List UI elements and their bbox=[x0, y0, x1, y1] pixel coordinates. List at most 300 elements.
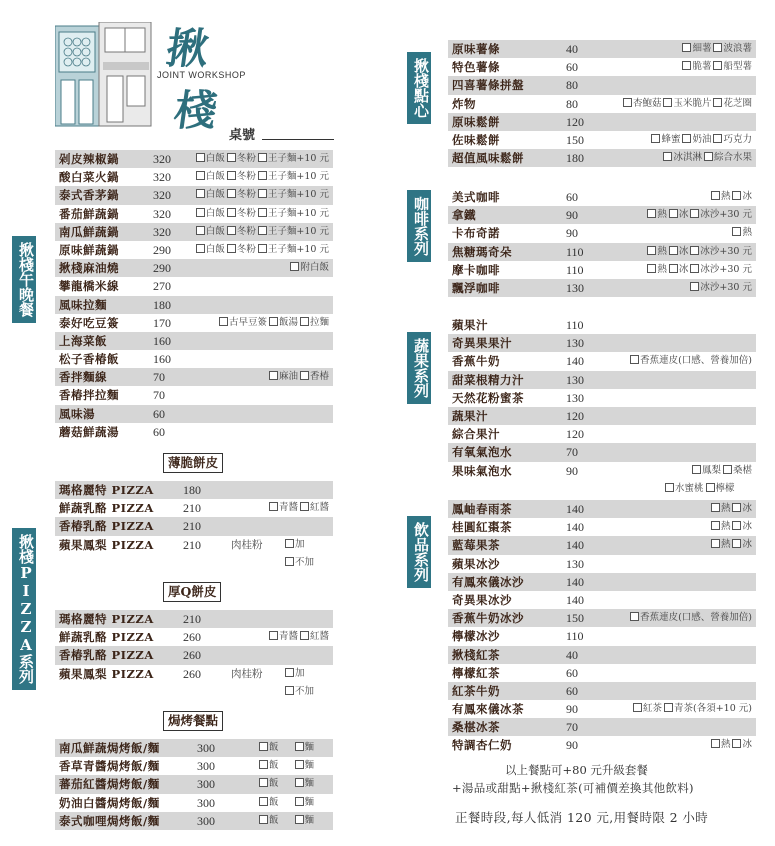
item-price: 70 bbox=[566, 720, 578, 735]
option[interactable] bbox=[285, 668, 305, 679]
option-label: 細薯 bbox=[692, 43, 712, 54]
option[interactable] bbox=[227, 153, 256, 164]
baked-heading: 焗烤餐點 bbox=[163, 711, 223, 731]
item-name: 四喜薯條拼盤 bbox=[452, 78, 524, 93]
option[interactable] bbox=[669, 209, 689, 220]
option[interactable] bbox=[630, 612, 752, 623]
item-price: 210 bbox=[183, 612, 201, 626]
option[interactable] bbox=[285, 539, 305, 550]
checkbox[interactable] bbox=[259, 778, 268, 787]
option[interactable] bbox=[300, 502, 329, 513]
item-price: 80 bbox=[566, 96, 578, 111]
option[interactable] bbox=[732, 539, 752, 550]
checkbox[interactable] bbox=[259, 760, 268, 769]
checkbox[interactable] bbox=[664, 703, 673, 712]
checkbox[interactable] bbox=[704, 152, 713, 161]
option-label: 拉麵 bbox=[309, 316, 329, 328]
drink-menu-list bbox=[448, 500, 756, 755]
option-label: 不加 bbox=[295, 685, 315, 697]
option-label: 冰沙+30 元 bbox=[700, 245, 752, 257]
option[interactable] bbox=[711, 521, 731, 532]
checkbox[interactable] bbox=[732, 739, 741, 748]
item-name: 攀龍橋米線 bbox=[59, 279, 119, 294]
checkbox[interactable] bbox=[285, 539, 294, 548]
option[interactable] bbox=[713, 98, 752, 109]
option-label: 紅茶 bbox=[643, 703, 663, 715]
item-price: 130 bbox=[566, 336, 584, 351]
option[interactable] bbox=[285, 557, 314, 568]
checkbox[interactable] bbox=[269, 371, 278, 380]
checkbox[interactable] bbox=[690, 264, 699, 273]
extra-label: 肉桂粉 bbox=[231, 667, 263, 680]
checkbox[interactable] bbox=[295, 742, 304, 751]
option[interactable] bbox=[269, 371, 298, 382]
menu-row bbox=[55, 386, 333, 404]
item-name: 揪棧麻油燒 bbox=[59, 261, 119, 276]
option[interactable] bbox=[196, 226, 225, 237]
option[interactable] bbox=[258, 171, 329, 182]
checkbox[interactable] bbox=[196, 153, 205, 162]
option-label: 麵 bbox=[304, 814, 315, 826]
snack-menu-list bbox=[448, 40, 756, 167]
checkbox[interactable] bbox=[630, 355, 639, 364]
checkbox[interactable] bbox=[258, 208, 267, 217]
noodle-option[interactable] bbox=[295, 797, 315, 808]
menu-row bbox=[448, 407, 756, 425]
option[interactable] bbox=[227, 226, 256, 237]
option[interactable] bbox=[732, 521, 752, 532]
options bbox=[194, 223, 329, 241]
checkbox[interactable] bbox=[713, 43, 722, 52]
checkbox[interactable] bbox=[623, 98, 632, 107]
item-price: 110 bbox=[566, 262, 584, 277]
item-price: 60 bbox=[566, 60, 578, 75]
rice-option[interactable] bbox=[259, 742, 279, 753]
option[interactable] bbox=[713, 61, 752, 72]
item-name: 香蕉牛奶冰沙 bbox=[452, 611, 524, 626]
item-price: 290 bbox=[153, 261, 171, 276]
option-label: 飯 bbox=[269, 760, 279, 772]
option[interactable] bbox=[227, 208, 256, 219]
checkbox[interactable] bbox=[663, 152, 672, 161]
checkbox[interactable] bbox=[682, 43, 691, 52]
item-price: 300 bbox=[197, 741, 215, 755]
option[interactable] bbox=[704, 152, 752, 163]
menu-row bbox=[55, 296, 333, 314]
item-name: 揪棧紅茶 bbox=[452, 647, 500, 662]
option-label: 熱 bbox=[720, 521, 731, 533]
checkbox[interactable] bbox=[258, 226, 267, 235]
checkbox[interactable] bbox=[711, 539, 720, 548]
option-label: 飯湯 bbox=[278, 316, 298, 328]
options bbox=[649, 131, 752, 149]
checkbox[interactable] bbox=[692, 465, 701, 474]
checkbox[interactable] bbox=[669, 209, 678, 218]
item-price: 320 bbox=[153, 152, 171, 166]
item-name: 檸檬紅茶 bbox=[452, 665, 500, 680]
menu-row bbox=[448, 462, 756, 480]
menu-row bbox=[448, 609, 756, 627]
table-number-field[interactable] bbox=[262, 139, 334, 140]
checkbox[interactable] bbox=[732, 191, 741, 200]
menu-row bbox=[55, 757, 333, 775]
checkbox[interactable] bbox=[196, 208, 205, 217]
options bbox=[645, 206, 752, 224]
checkbox[interactable] bbox=[196, 171, 205, 180]
checkbox[interactable] bbox=[285, 686, 294, 695]
option-label: 青醬 bbox=[278, 631, 298, 643]
checkbox[interactable] bbox=[259, 797, 268, 806]
option[interactable] bbox=[711, 739, 731, 750]
rice-option[interactable] bbox=[259, 760, 279, 771]
checkbox[interactable] bbox=[711, 521, 720, 530]
checkbox[interactable] bbox=[682, 134, 691, 143]
checkbox[interactable] bbox=[196, 226, 205, 235]
menu-row bbox=[55, 368, 333, 386]
checkbox[interactable] bbox=[196, 244, 205, 253]
option-label: 冰 bbox=[742, 503, 752, 514]
checkbox[interactable] bbox=[690, 209, 699, 218]
checkbox[interactable] bbox=[227, 171, 236, 180]
option[interactable] bbox=[623, 98, 662, 109]
checkbox[interactable] bbox=[690, 246, 699, 255]
checkbox[interactable] bbox=[227, 153, 236, 162]
menu-row bbox=[55, 646, 333, 664]
checkbox[interactable] bbox=[269, 502, 278, 511]
option-label: 脆薯 bbox=[692, 61, 712, 73]
option[interactable] bbox=[711, 503, 731, 514]
option[interactable] bbox=[300, 631, 329, 642]
checkbox[interactable] bbox=[711, 191, 720, 200]
checkbox[interactable] bbox=[227, 208, 236, 217]
option[interactable] bbox=[692, 465, 721, 476]
item-name: 蕃茄紅醬焗烤飯/麵 bbox=[59, 777, 160, 792]
option[interactable] bbox=[196, 189, 225, 200]
option[interactable] bbox=[682, 61, 711, 72]
menu-row bbox=[448, 334, 756, 352]
item-name: 上海菜飯 bbox=[59, 333, 107, 348]
checkbox[interactable] bbox=[732, 227, 741, 236]
menu-row bbox=[448, 443, 756, 461]
item-price: 60 bbox=[153, 406, 165, 421]
menu-row bbox=[55, 314, 333, 332]
option[interactable] bbox=[647, 209, 667, 220]
checkbox[interactable] bbox=[285, 668, 294, 677]
menu-row bbox=[448, 389, 756, 407]
option[interactable] bbox=[669, 246, 689, 257]
checkbox[interactable] bbox=[290, 262, 299, 271]
item-name: 泰式香茅鍋 bbox=[59, 188, 119, 203]
menu-row bbox=[448, 480, 756, 498]
noodle-option[interactable] bbox=[295, 760, 315, 771]
checkbox[interactable] bbox=[630, 612, 639, 621]
checkbox[interactable] bbox=[300, 631, 309, 640]
checkbox[interactable] bbox=[682, 61, 691, 70]
option[interactable] bbox=[651, 134, 680, 145]
options bbox=[257, 812, 314, 830]
rice-option[interactable] bbox=[259, 815, 279, 826]
checkbox[interactable] bbox=[669, 264, 678, 273]
menu-row bbox=[448, 555, 756, 573]
option[interactable] bbox=[690, 209, 752, 220]
checkbox[interactable] bbox=[295, 815, 304, 824]
checkbox[interactable] bbox=[300, 371, 309, 380]
option[interactable] bbox=[732, 739, 752, 750]
option[interactable] bbox=[732, 191, 752, 202]
option[interactable] bbox=[711, 191, 731, 202]
item-price: 290 bbox=[153, 242, 171, 257]
item-name: 蘋果汁 bbox=[452, 318, 488, 332]
checkbox[interactable] bbox=[732, 539, 741, 548]
option-label: 王子麵+10 元 bbox=[267, 189, 329, 201]
options bbox=[645, 243, 752, 261]
options bbox=[257, 739, 314, 757]
option[interactable] bbox=[706, 483, 735, 494]
checkbox[interactable] bbox=[227, 244, 236, 253]
section-label-pizza: 揪棧PIZZA系列 bbox=[12, 528, 36, 690]
option-label: 蜂蜜 bbox=[661, 133, 681, 145]
options bbox=[283, 665, 305, 683]
item-name: 風味湯 bbox=[59, 406, 95, 421]
option[interactable] bbox=[732, 227, 752, 238]
checkbox[interactable] bbox=[258, 244, 267, 253]
item-name: 風味拉麵 bbox=[59, 297, 107, 312]
checkbox[interactable] bbox=[295, 778, 304, 787]
checkbox[interactable] bbox=[647, 264, 656, 273]
option-label: 奶油 bbox=[692, 133, 712, 145]
checkbox[interactable] bbox=[227, 226, 236, 235]
checkbox[interactable] bbox=[300, 502, 309, 511]
checkbox[interactable] bbox=[227, 189, 236, 198]
checkbox[interactable] bbox=[219, 317, 228, 326]
checkbox[interactable] bbox=[706, 483, 715, 492]
menu-row bbox=[55, 350, 333, 368]
options bbox=[217, 314, 329, 332]
item-name: 檸檬冰沙 bbox=[452, 629, 500, 644]
option[interactable] bbox=[663, 98, 711, 109]
menu-row bbox=[448, 224, 756, 242]
item-price: 110 bbox=[566, 318, 584, 332]
checkbox[interactable] bbox=[713, 61, 722, 70]
option[interactable] bbox=[300, 371, 329, 382]
options bbox=[194, 205, 329, 223]
option[interactable] bbox=[269, 317, 298, 328]
option[interactable] bbox=[269, 631, 298, 642]
option-label: 麻油 bbox=[278, 371, 298, 383]
checkbox[interactable] bbox=[711, 739, 720, 748]
checkbox[interactable] bbox=[259, 815, 268, 824]
menu-row bbox=[448, 58, 756, 76]
checkbox[interactable] bbox=[300, 317, 309, 326]
checkbox[interactable] bbox=[258, 189, 267, 198]
option-label: 冰 bbox=[742, 191, 752, 202]
option[interactable] bbox=[713, 43, 752, 54]
item-price: 90 bbox=[566, 226, 578, 241]
option-label: 玉米脆片 bbox=[673, 97, 712, 109]
checkbox[interactable] bbox=[285, 557, 294, 566]
options bbox=[709, 536, 752, 554]
option[interactable] bbox=[630, 355, 752, 366]
item-price: 70 bbox=[153, 388, 165, 403]
checkbox[interactable] bbox=[269, 317, 278, 326]
noodle-option[interactable] bbox=[295, 742, 315, 753]
menu-row bbox=[448, 718, 756, 736]
checkbox[interactable] bbox=[647, 246, 656, 255]
option-label: 白飯 bbox=[205, 207, 225, 219]
option[interactable] bbox=[690, 282, 752, 293]
item-price: 110 bbox=[566, 629, 584, 644]
item-price: 320 bbox=[153, 170, 171, 185]
option[interactable] bbox=[219, 317, 267, 328]
checkbox[interactable] bbox=[196, 189, 205, 198]
options bbox=[194, 150, 329, 168]
option[interactable] bbox=[690, 264, 752, 275]
menu-row bbox=[55, 423, 333, 441]
option[interactable] bbox=[664, 703, 752, 714]
options bbox=[680, 58, 752, 76]
options bbox=[709, 518, 752, 536]
option-label: 冬粉 bbox=[236, 243, 256, 255]
checkbox[interactable] bbox=[663, 98, 672, 107]
menu-row bbox=[55, 812, 333, 830]
option[interactable] bbox=[258, 244, 329, 255]
checkbox[interactable] bbox=[633, 703, 642, 712]
option[interactable] bbox=[285, 686, 314, 697]
item-price: 170 bbox=[153, 315, 171, 330]
option[interactable] bbox=[258, 189, 329, 200]
option[interactable] bbox=[227, 189, 256, 200]
item-name: 蔬果汁 bbox=[452, 408, 488, 423]
option[interactable] bbox=[665, 483, 704, 494]
item-name: 超值風味鬆餅 bbox=[452, 151, 524, 166]
checkbox[interactable] bbox=[258, 153, 267, 162]
option-label: 冰沙+30 元 bbox=[700, 263, 752, 275]
dinner-menu-list bbox=[55, 150, 333, 441]
options bbox=[283, 554, 314, 572]
option[interactable] bbox=[258, 208, 329, 219]
option[interactable] bbox=[647, 264, 667, 275]
menu-row bbox=[448, 279, 756, 297]
checkbox[interactable] bbox=[258, 171, 267, 180]
option-label: 王子麵+10 元 bbox=[267, 207, 329, 219]
item-name: 美式咖啡 bbox=[452, 190, 500, 204]
checkbox[interactable] bbox=[711, 503, 720, 512]
checkbox[interactable] bbox=[713, 98, 722, 107]
option-label: 熱 bbox=[742, 227, 752, 239]
noodle-option[interactable] bbox=[295, 815, 315, 826]
options bbox=[628, 609, 752, 627]
checkbox[interactable] bbox=[732, 503, 741, 512]
option-label: 王子麵+10 元 bbox=[267, 225, 329, 237]
options bbox=[709, 736, 752, 754]
checkbox[interactable] bbox=[690, 282, 699, 291]
option[interactable] bbox=[663, 152, 702, 163]
option[interactable] bbox=[227, 244, 256, 255]
option[interactable] bbox=[633, 703, 662, 714]
checkbox[interactable] bbox=[651, 134, 660, 143]
option[interactable] bbox=[723, 465, 752, 476]
option[interactable] bbox=[227, 171, 256, 182]
option-label: 不加 bbox=[295, 556, 315, 568]
item-name: 奶油白醬焗烤飯/麵 bbox=[59, 795, 160, 810]
checkbox[interactable] bbox=[647, 209, 656, 218]
option[interactable] bbox=[290, 262, 329, 273]
option[interactable] bbox=[269, 502, 298, 513]
option-label: 巧克力 bbox=[723, 133, 752, 145]
options bbox=[690, 462, 752, 480]
item-price: 90 bbox=[566, 208, 578, 223]
option[interactable] bbox=[690, 246, 752, 257]
option[interactable] bbox=[711, 539, 731, 550]
option[interactable] bbox=[258, 153, 329, 164]
checkbox[interactable] bbox=[669, 246, 678, 255]
option[interactable] bbox=[258, 226, 329, 237]
item-name: 摩卡咖啡 bbox=[452, 262, 500, 277]
item-price: 210 bbox=[183, 501, 201, 516]
checkbox[interactable] bbox=[295, 760, 304, 769]
menu-row bbox=[448, 352, 756, 370]
menu-row bbox=[55, 775, 333, 793]
options bbox=[709, 500, 752, 518]
item-name: 天然花粉蜜茶 bbox=[452, 390, 524, 405]
checkbox[interactable] bbox=[259, 742, 268, 751]
option[interactable] bbox=[196, 208, 225, 219]
option-label: 熱 bbox=[720, 739, 731, 751]
option[interactable] bbox=[300, 317, 329, 328]
checkbox[interactable] bbox=[723, 465, 732, 474]
menu-row bbox=[448, 425, 756, 443]
menu-row bbox=[448, 627, 756, 645]
checkbox[interactable] bbox=[295, 797, 304, 806]
checkbox[interactable] bbox=[269, 631, 278, 640]
option-label: 冬粉 bbox=[236, 207, 256, 219]
menu-row bbox=[55, 186, 333, 204]
option[interactable] bbox=[647, 246, 667, 257]
rice-option[interactable] bbox=[259, 778, 279, 789]
options bbox=[680, 40, 752, 58]
item-price: 300 bbox=[197, 759, 215, 774]
option[interactable] bbox=[713, 134, 752, 145]
option-label: 花芝圈 bbox=[723, 97, 752, 109]
checkbox[interactable] bbox=[665, 483, 674, 492]
option-label: 古早豆簽 bbox=[228, 316, 267, 328]
menu-row bbox=[55, 405, 333, 423]
option-label: 王子麵+10 元 bbox=[267, 153, 329, 164]
item-price: 90 bbox=[566, 738, 578, 753]
option[interactable] bbox=[682, 43, 711, 54]
item-name: 鳳岫春雨茶 bbox=[452, 502, 512, 516]
option[interactable] bbox=[732, 503, 752, 514]
menu-row bbox=[448, 371, 756, 389]
item-name: 桂圓紅棗茶 bbox=[452, 520, 512, 535]
menu-row bbox=[55, 628, 333, 646]
checkbox[interactable] bbox=[713, 134, 722, 143]
option[interactable] bbox=[669, 264, 689, 275]
item-name: 香椿拌拉麵 bbox=[59, 388, 119, 403]
noodle-option[interactable] bbox=[295, 778, 315, 789]
options bbox=[709, 188, 752, 206]
option[interactable] bbox=[196, 171, 225, 182]
option[interactable] bbox=[196, 244, 225, 255]
option[interactable] bbox=[196, 153, 225, 164]
option-label: 王子麵+10 元 bbox=[267, 243, 329, 255]
option-label: 綜合水果 bbox=[713, 152, 752, 164]
option[interactable] bbox=[682, 134, 711, 145]
rice-option[interactable] bbox=[259, 797, 279, 808]
checkbox[interactable] bbox=[732, 521, 741, 530]
item-name: 焦糖瑪奇朵 bbox=[452, 244, 512, 259]
item-price: 140 bbox=[566, 574, 584, 589]
